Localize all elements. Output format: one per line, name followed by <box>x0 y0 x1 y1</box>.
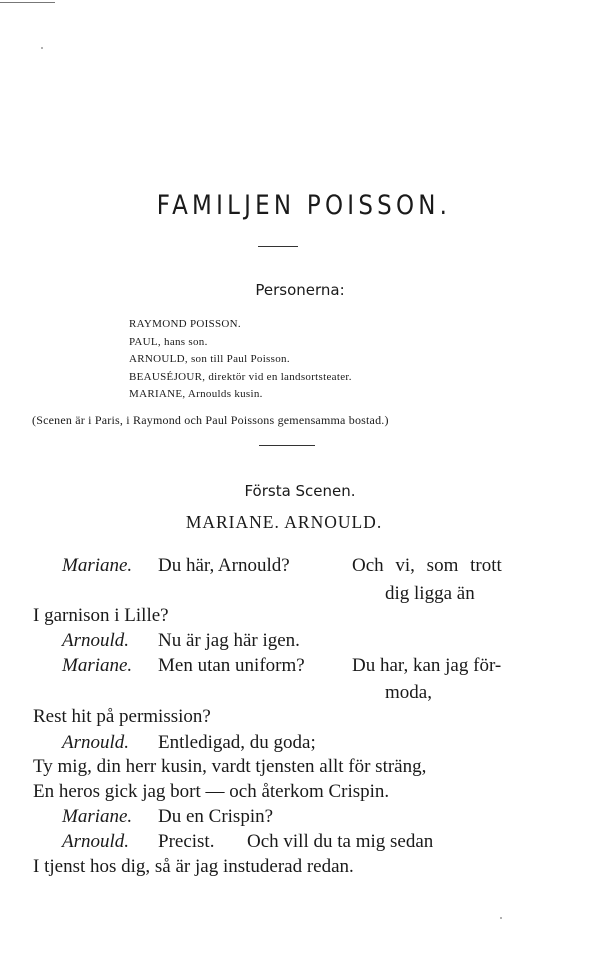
cast-item: BEAUSÉJOUR, direktör vid en landsortsteater. <box>129 370 352 383</box>
verse-line: Du här, Arnould? <box>158 555 290 576</box>
speaker-label: Arnould. <box>62 630 130 651</box>
cast-item: MARIANE, Arnoulds kusin. <box>129 388 263 400</box>
play-title: FAMILJEN POISSON. <box>156 190 452 221</box>
verse-continuation: dig ligga än <box>385 583 475 604</box>
verse-continuation: moda, <box>385 682 432 703</box>
verse-line: I tjenst hos dig, så är jag instuderad redan. <box>33 856 354 877</box>
verse-line: Ty mig, din herr kusin, vardt tjensten allt för sträng, <box>33 756 427 777</box>
speck <box>500 917 502 919</box>
scene-rule <box>259 445 315 446</box>
verse-line: Nu är jag här igen. <box>158 630 300 651</box>
corner-rule <box>0 2 55 3</box>
verse-line: Men utan uniform? <box>158 655 305 676</box>
verse-line: Precist. <box>158 831 215 852</box>
cast-heading: Personerna: <box>255 281 345 299</box>
speaker-label: Mariane. <box>62 806 133 827</box>
verse-line: Du har, kan jag för- <box>352 655 502 676</box>
cast-list <box>129 316 352 404</box>
cast-item: PAUL, hans son. <box>129 335 208 348</box>
verse-line: Rest hit på permission? <box>33 706 211 727</box>
cast-item: ARNOULD, son till Paul Poisson. <box>129 353 290 365</box>
speaker-label: Mariane. <box>62 655 133 676</box>
verse-line: En heros gick jag bort — och återkom Crispin. <box>33 781 390 802</box>
verse-line: Och vi, som trott <box>352 555 502 576</box>
cast-item: RAYMOND POISSON. <box>129 318 241 330</box>
speaker-label: Mariane. <box>62 555 133 576</box>
speaker-label: Arnould. <box>62 831 130 852</box>
scene-heading: Första Scenen. <box>244 482 356 500</box>
speck <box>41 47 43 49</box>
verse-line: Du en Crispin? <box>158 806 274 827</box>
verse-line: Och vill du ta mig sedan <box>247 831 434 852</box>
scene-characters: MARIANE. ARNOULD. <box>185 512 383 532</box>
title-rule <box>258 246 298 247</box>
verse-line: Entledigad, du goda; <box>158 732 316 753</box>
verse-line: I garnison i Lille? <box>33 605 169 626</box>
scene-note: (Scenen är i Paris, i Raymond och Paul Poissons gemensamma bostad.) <box>32 413 389 427</box>
speaker-label: Arnould. <box>62 732 130 753</box>
